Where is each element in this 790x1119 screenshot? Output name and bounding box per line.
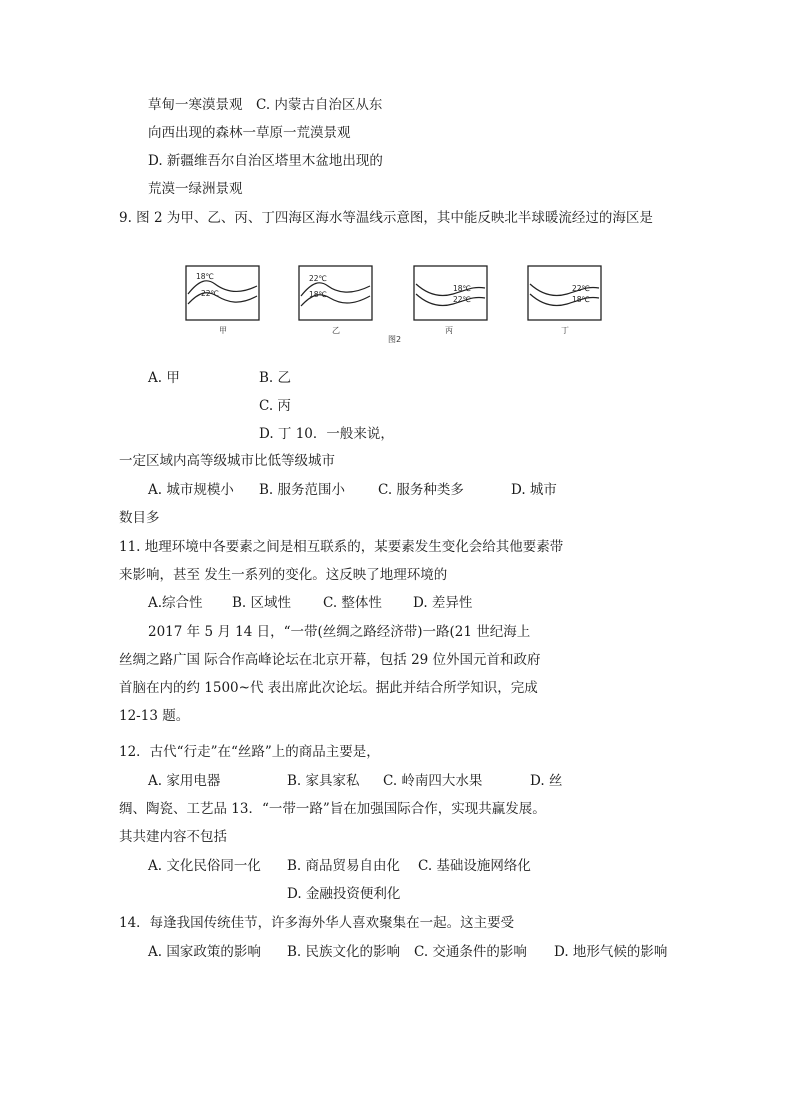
option-a: A. 城市规模小: [148, 482, 234, 498]
option-d: D. 地形气候的影响: [554, 944, 668, 960]
panel-ding: [528, 266, 601, 335]
isotherm-label: 18℃: [309, 290, 327, 299]
option-b: B. 商品贸易自由化: [287, 858, 401, 874]
figure-caption: 图2: [388, 335, 402, 344]
option-d: D. 差异性: [413, 595, 473, 611]
option-d: D. 丁 10．一般来说，: [259, 426, 394, 442]
option-a: A. 甲: [148, 370, 180, 386]
isotherm-label: 18℃: [572, 295, 590, 304]
option-b: B. 民族文化的影响: [287, 944, 401, 960]
option-a: A.综合性: [148, 595, 203, 611]
option-b: B. 区域性: [232, 595, 292, 611]
question-13: 绸、陶瓷、工艺品 13．“一带一路”旨在加强国际合作，实现共赢发展。: [119, 801, 546, 817]
isotherm-label: 22℃: [201, 289, 219, 298]
question-10: 一定区域内高等级城市比低等级城市: [119, 453, 335, 469]
question-12: 12．古代“行走”在“丝路”上的商品主要是，: [119, 744, 380, 760]
option-a: A. 国家政策的影响: [148, 944, 261, 960]
question-14: 14．每逢我国传统佳节，许多海外华人喜欢聚集在一起。这主要受: [119, 915, 515, 931]
text-line: 来影响，甚至 发生一系列的变化。这反映了地理环境的: [119, 567, 448, 583]
option-b: B. 乙: [259, 370, 292, 386]
question-11: 11. 地理环境中各要素之间是相互联系的，某要素发生变化会给其他要素带: [119, 539, 564, 555]
isotherm-label: 22℃: [309, 274, 327, 283]
option-d: D. 丝: [530, 773, 563, 789]
panel-label: 甲: [219, 326, 227, 335]
panel-yi: [299, 266, 372, 335]
option-b: B. 家具家私: [287, 773, 360, 789]
panel-label: 丁: [561, 326, 569, 335]
isotherm-label: 22℃: [572, 284, 590, 293]
question-9: 9. 图 2 为甲、乙、丙、丁四海区海水等温线示意图，其中能反映北半球暖流经过的海区是: [119, 210, 653, 226]
isotherm-label: 18℃: [196, 272, 214, 281]
option-b: B. 服务范围小: [259, 482, 346, 498]
option-c: C. 丙: [259, 398, 291, 414]
passage-line: 12-13 题。: [119, 708, 190, 724]
passage-line: 2017 年 5 月 14 日，“一带(丝绸之路经济带)一路(21 世纪海上: [148, 624, 531, 640]
text-line: D. 新疆维吾尔自治区塔里木盆地出现的: [148, 153, 383, 169]
option-c: C. 整体性: [323, 595, 382, 611]
text-line: 数目多: [119, 510, 160, 526]
option-d: D. 城市: [511, 482, 557, 498]
option-c: C. 基础设施网络化: [418, 858, 531, 874]
passage-line: 丝绸之路广国 际合作高峰论坛在北京开幕，包括 29 位外国元首和政府: [119, 652, 541, 668]
option-c: C. 交通条件的影响: [414, 944, 527, 960]
text-line: 其共建内容不包括: [119, 829, 227, 845]
option-c: C. 服务种类多: [378, 482, 464, 498]
figure-2-isotherm-diagrams: [185, 262, 605, 352]
passage-line: 首脑在内的约 1500~代 表出席此次论坛。据此并结合所学知识，完成: [119, 680, 538, 696]
panel-bing: [414, 266, 487, 335]
isotherm-label: 22℃: [453, 295, 471, 304]
text-line: 草甸一寒漠景观 C. 内蒙古自治区从东: [148, 97, 383, 113]
option-a: A. 文化民俗同一化: [148, 858, 261, 874]
option-a: A. 家用电器: [148, 773, 221, 789]
text-line: 荒漠一绿洲景观: [148, 181, 243, 197]
panel-label: 丙: [445, 326, 453, 335]
isotherm-label: 18℃: [453, 284, 471, 293]
text-line: 向西出现的森林一草原一荒漠景观: [148, 125, 351, 141]
option-c: C. 岭南四大水果: [383, 773, 483, 789]
panel-jia: [186, 266, 259, 335]
option-d: D. 金融投资便利化: [287, 886, 401, 902]
panel-label: 乙: [332, 326, 340, 335]
